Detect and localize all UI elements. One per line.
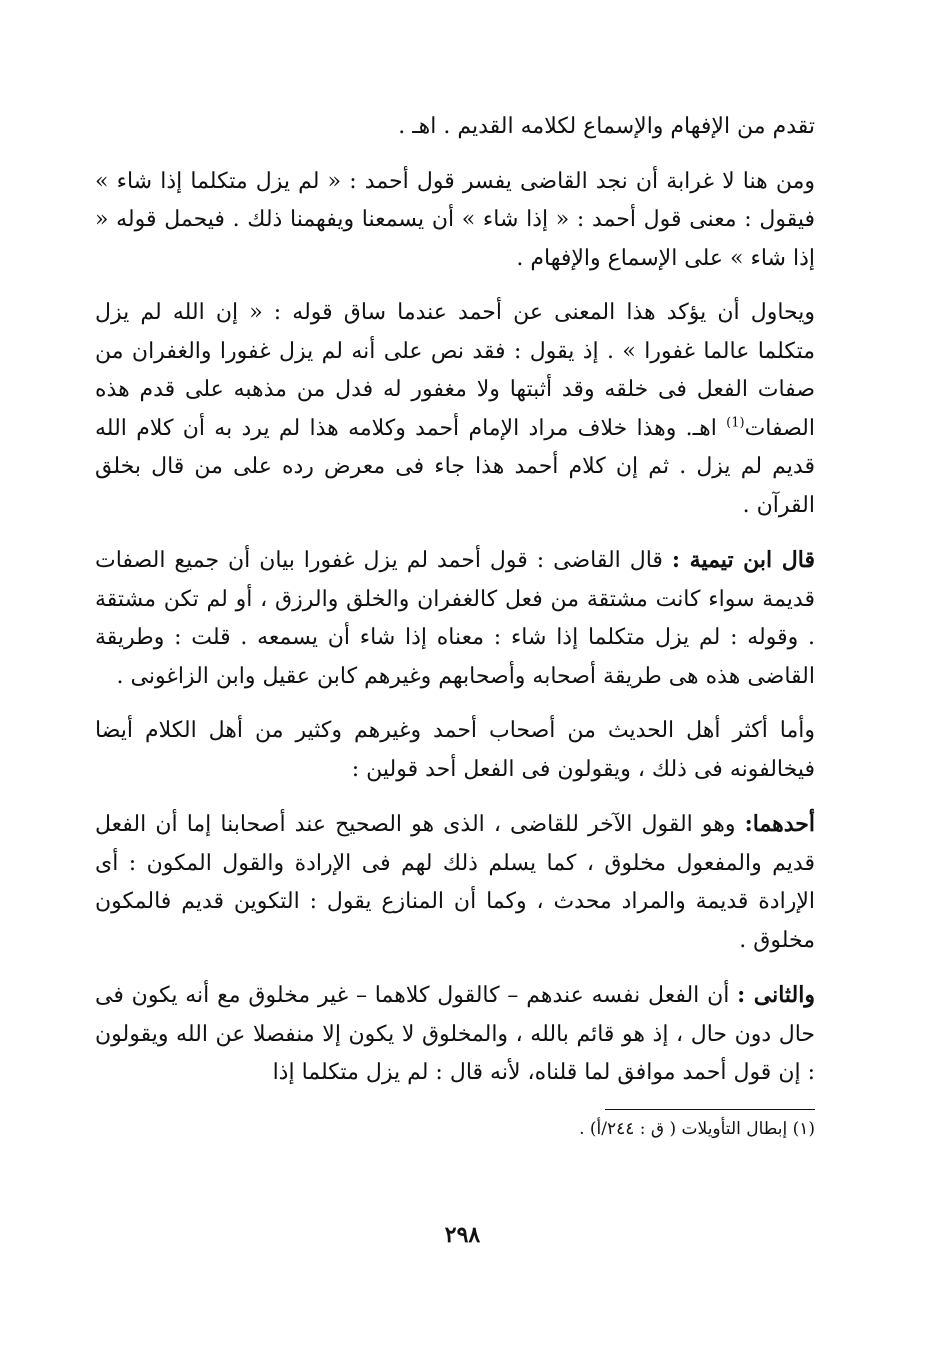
paragraph-lead: أحدهما: [744, 811, 815, 837]
page-body [95, 108, 815, 1142]
paragraph-text: قال القاضى : قول أحمد لم يزل غفورا بيان أن جميع الصفات قديمة سواء كانت مشتقة من فعل كالغفران والخلق والرزق ، أو لم تكن مشتقة . وقوله : لم يزل متكلما إذا شاء : معناه إذا شاء أن يسمعه . قلت : وطريقة القاضى هذه هى طريقة أصحابه وأصحابهم وغيرهم كابن عقيل وابن الزاغونى . [95, 548, 815, 689]
paragraph-5 [95, 712, 815, 789]
paragraph-6 [95, 805, 815, 960]
paragraph-3 [95, 294, 815, 525]
paragraph-lead: والثانى : [737, 982, 815, 1008]
footnote-divider [605, 1109, 815, 1110]
footnote: (١) إبطال التأويلات ( ق : ٢٤٤/أ) . [579, 1118, 815, 1139]
paragraph-2 [95, 163, 815, 279]
paragraph-lead: قال ابن تيمية : [671, 547, 815, 573]
page-number: ٢٩٨ [444, 1222, 481, 1248]
paragraph-1 [95, 108, 815, 147]
paragraph-text-continued: اهـ. وهذا خلاف مراد الإمام أحمد وكلامه هذا لم يرد به أن كلام الله قديم لم يزل . ثم إن كلام أحمد هذا جاء فى معرض رده على من قال بخلق القرآن . [95, 415, 815, 518]
paragraph-text: تقدم من الإفهام والإسماع لكلامه القديم . اهـ . [398, 114, 815, 139]
paragraph-text: أن الفعل نفسه عندهم – كالقول كلاهما – غير مخلوق مع أنه يكون فى حال دون حال ، إذ هو قائم بالله ، والمخلوق لا يكون إلا منفصلا عن الله ويقولون : إن قول أحمد موافق لما قلناه، لأنه قال : لم يزل متكلما إذا [95, 983, 815, 1085]
paragraph-text: وأما أكثر أهل الحديث من أصحاب أحمد وغيرهم وكثير من أهل الكلام أيضا فيخالفونه فى ذلك ، ويقولون فى الفعل أحد قولين : [95, 718, 815, 782]
footnote-reference: (1) [726, 415, 745, 431]
paragraph-7 [95, 976, 815, 1093]
paragraph-4 [95, 541, 815, 696]
paragraph-text: ويحاول أن يؤكد هذا المعنى عن أحمد عندما ساق قوله : « إن الله لم يزل متكلما عالما غفورا » . إذ يقول : فقد نص على أنه لم يزل غفورا والغفران من صفات الفعل فى خلقه وقد أثبتها ولا مغفور له فدل من مذهبه على قدم هذه الصفات [95, 300, 815, 441]
paragraph-text: ومن هنا لا غرابة أن نجد القاضى يفسر قول أحمد : « لم يزل متكلما إذا شاء » فيقول : معنى قول أحمد : « إذا شاء » أن يسمعنا ويفهمنا ذلك . فيحمل قوله « إذا شاء » على الإسماع والإفهام . [95, 168, 815, 271]
paragraph-text: وهو القول الآخر للقاضى ، الذى هو الصحيح عند أصحابنا إما أن الفعل قديم والمفعول مخلوق ، كما يسلم ذلك لهم فى الإرادة والقول المكون : أى الإرادة قديمة والمراد محدث ، وكما أن المنازع يقول : التكوين قديم فالمكون مخلوق . [95, 812, 815, 953]
